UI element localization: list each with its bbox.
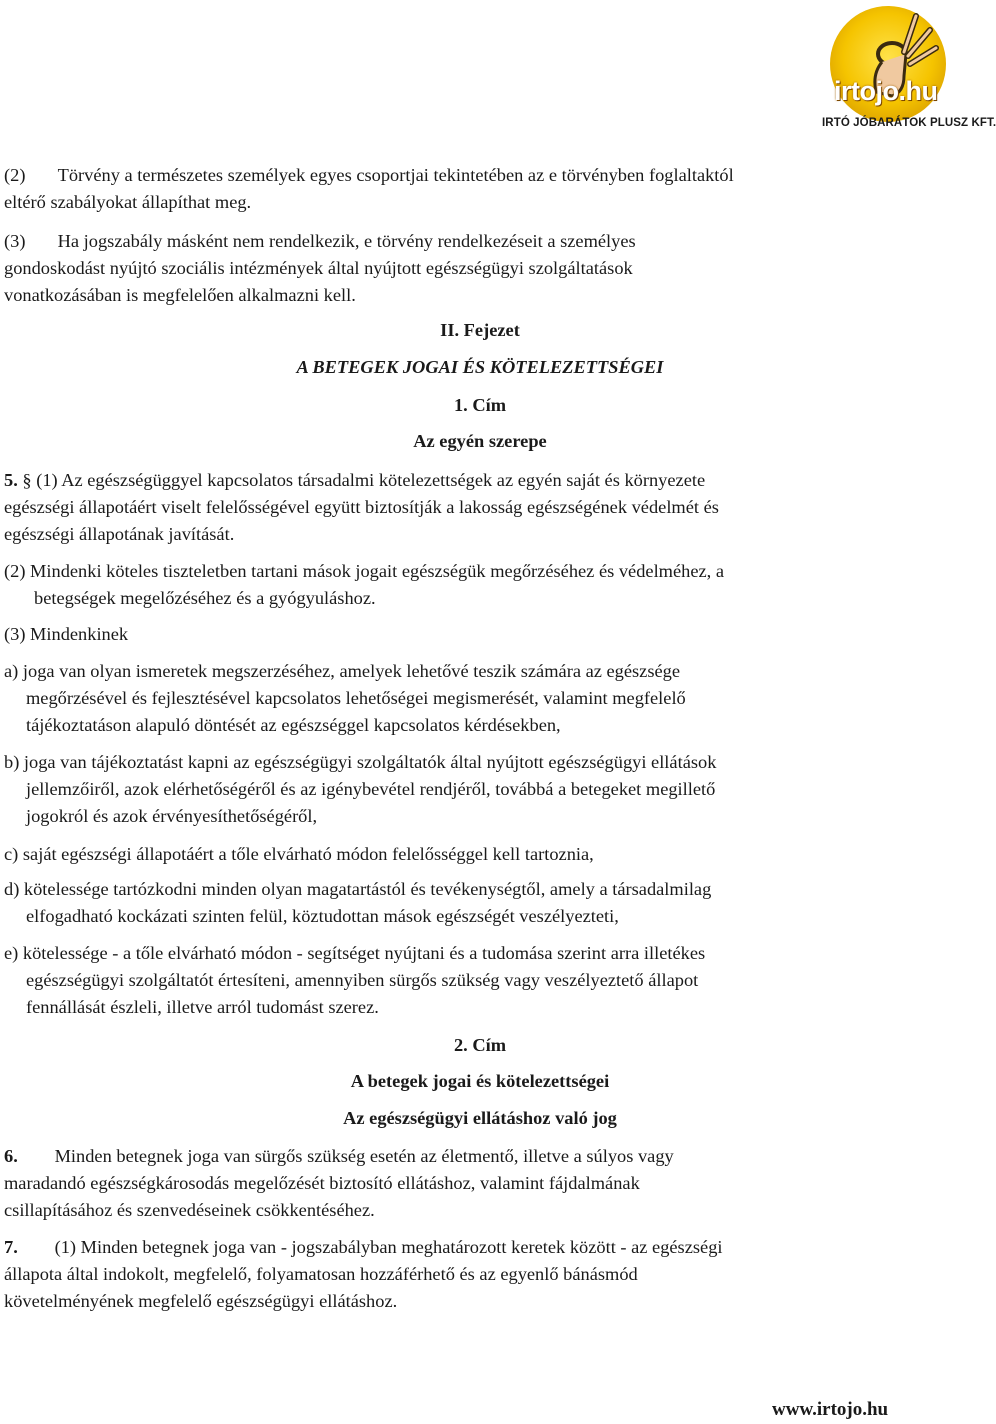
list-item-a: tájékoztatáson alapuló döntését az egészséggel kapcsolatos kérdésekben, (26, 715, 561, 735)
list-item-e: fennállását észleli, illetve arról tudomást szerez. (26, 997, 379, 1017)
section-5-line (4, 471, 705, 489)
footer-url: www.irtojo.hu (772, 1399, 889, 1420)
section-7-line: követelményének megfelelő egészségügyi ellátáshoz. (4, 1291, 398, 1311)
logo-subtitle: IRTÓ JÓBARÁTOK PLUSZ KFT. (822, 117, 996, 129)
list-item-a: a) joga van olyan ismeretek megszerzéséhez, amelyek lehetővé teszik számára az egészsége (4, 661, 681, 681)
section-symbol: § (17, 470, 32, 490)
list-item-d: elfogadható kockázati szinten felül, köztudottan mások egészségét veszélyezteti, (26, 906, 619, 926)
logo-graphic (812, 4, 958, 132)
list-item-b: jogokról és azok érvényesíthetőségéről, (26, 806, 318, 826)
list-item-b: b) joga van tájékoztatást kapni az egészségügyi szolgáltatók által nyújtott egészségügyi ellátások (4, 752, 717, 772)
chapter-number: II. Fejezet (440, 320, 520, 340)
section-5-line: egészségi állapotának javítását. (4, 524, 235, 544)
chapter-title: A BETEGEK JOGAI ÉS KÖTELEZETTSÉGEI (296, 357, 664, 377)
section-5-paragraph-2: (2) Mindenki köteles tiszteletben tartani mások jogait egészségük megőrzéséhez és védelméhez, a (4, 561, 725, 581)
section-title: 1. Cím (453, 395, 507, 415)
section-5-line: egészségi állapotáért viselt felelősségével együtt biztosítják a lakosság egészségének védelmét és (4, 497, 719, 517)
section-number: 6. (4, 1146, 18, 1166)
list-item-c: c) saját egészségi állapotáért a tőle elvárható módon felelősséggel kell tartoznia, (4, 844, 594, 864)
list-item-b: jellemzőiről, azok elérhetőségéről és az igénybevétel rendjéről, továbbá a betegeket megillető (26, 779, 716, 799)
paragraph-2-line: eltérő szabályokat állapíthat meg. (4, 192, 252, 212)
company-logo (812, 4, 996, 132)
section-6-line: maradandó egészségkárosodás megelőzését biztosító ellátáshoz, valamint fájdalmának (4, 1173, 640, 1193)
section-6-text: Minden betegnek joga van sürgős szükség esetén az életmentő, illetve a súlyos vagy (17, 1146, 674, 1166)
section-6-line (4, 1147, 674, 1165)
section-5-paragraph-3: (3) Mindenkinek (4, 624, 129, 644)
logo-brand-text: irtojo.hu (834, 76, 938, 106)
section-subtitle: A betegek jogai és kötelezettségei (350, 1071, 610, 1091)
section-number: 5. (4, 470, 18, 490)
section-5-paragraph-2: betegségek megelőzéséhez és a gyógyuláshoz. (34, 588, 376, 608)
paragraph-3-line: gondoskodást nyújtó szociális intézmények által nyújtott egészségügyi szolgáltatások (4, 258, 633, 278)
section-6-line: csillapításához és szenvedéseinek csökkentéséhez. (4, 1200, 375, 1220)
section-7-text: (1) Minden betegnek joga van - jogszabályban meghatározott keretek között - az egészségi (17, 1237, 723, 1257)
section-7-line (4, 1238, 723, 1256)
paragraph-3-line: (3) Ha jogszabály másként nem rendelkezik, e törvény rendelkezéseit a személyes (4, 231, 636, 251)
list-item-e: e) kötelessége - a tőle elvárható módon - segítséget nyújtani és a tudomása szerint arra illetékes (4, 943, 706, 963)
list-item-d: d) kötelessége tartózkodni minden olyan magatartástól és tevékenységtől, amely a társadalmilag (4, 879, 712, 899)
list-item-e: egészségügyi szolgáltatót értesíteni, amennyiben sürgős szükség vagy veszélyeztető állapot (26, 970, 699, 990)
section-5-text: (1) Az egészségüggyel kapcsolatos társadalmi kötelezettségek az egyén saját és környezete (31, 470, 706, 490)
paragraph-3-line: vonatkozásában is megfelelően alkalmazni kell. (4, 285, 356, 305)
paragraph-2-line: (2) Törvény a természetes személyek egyes csoportjai tekintetében az e törvényben foglaltaktól (4, 165, 734, 185)
section-subtitle: Az egyén szerepe (413, 431, 547, 451)
section-number: 7. (4, 1237, 18, 1257)
list-item-a: megőrzésével és fejlesztésével kapcsolatos lehetőségei megismerését, valamint megfelelő (26, 688, 686, 708)
section-7-line: állapota által indokolt, megfelelő, folyamatosan hozzáférhető és az egyenlő bánásmód (4, 1264, 638, 1284)
section-title: 2. Cím (453, 1035, 507, 1055)
section-subsubtitle: Az egészségügyi ellátáshoz való jog (343, 1108, 617, 1128)
